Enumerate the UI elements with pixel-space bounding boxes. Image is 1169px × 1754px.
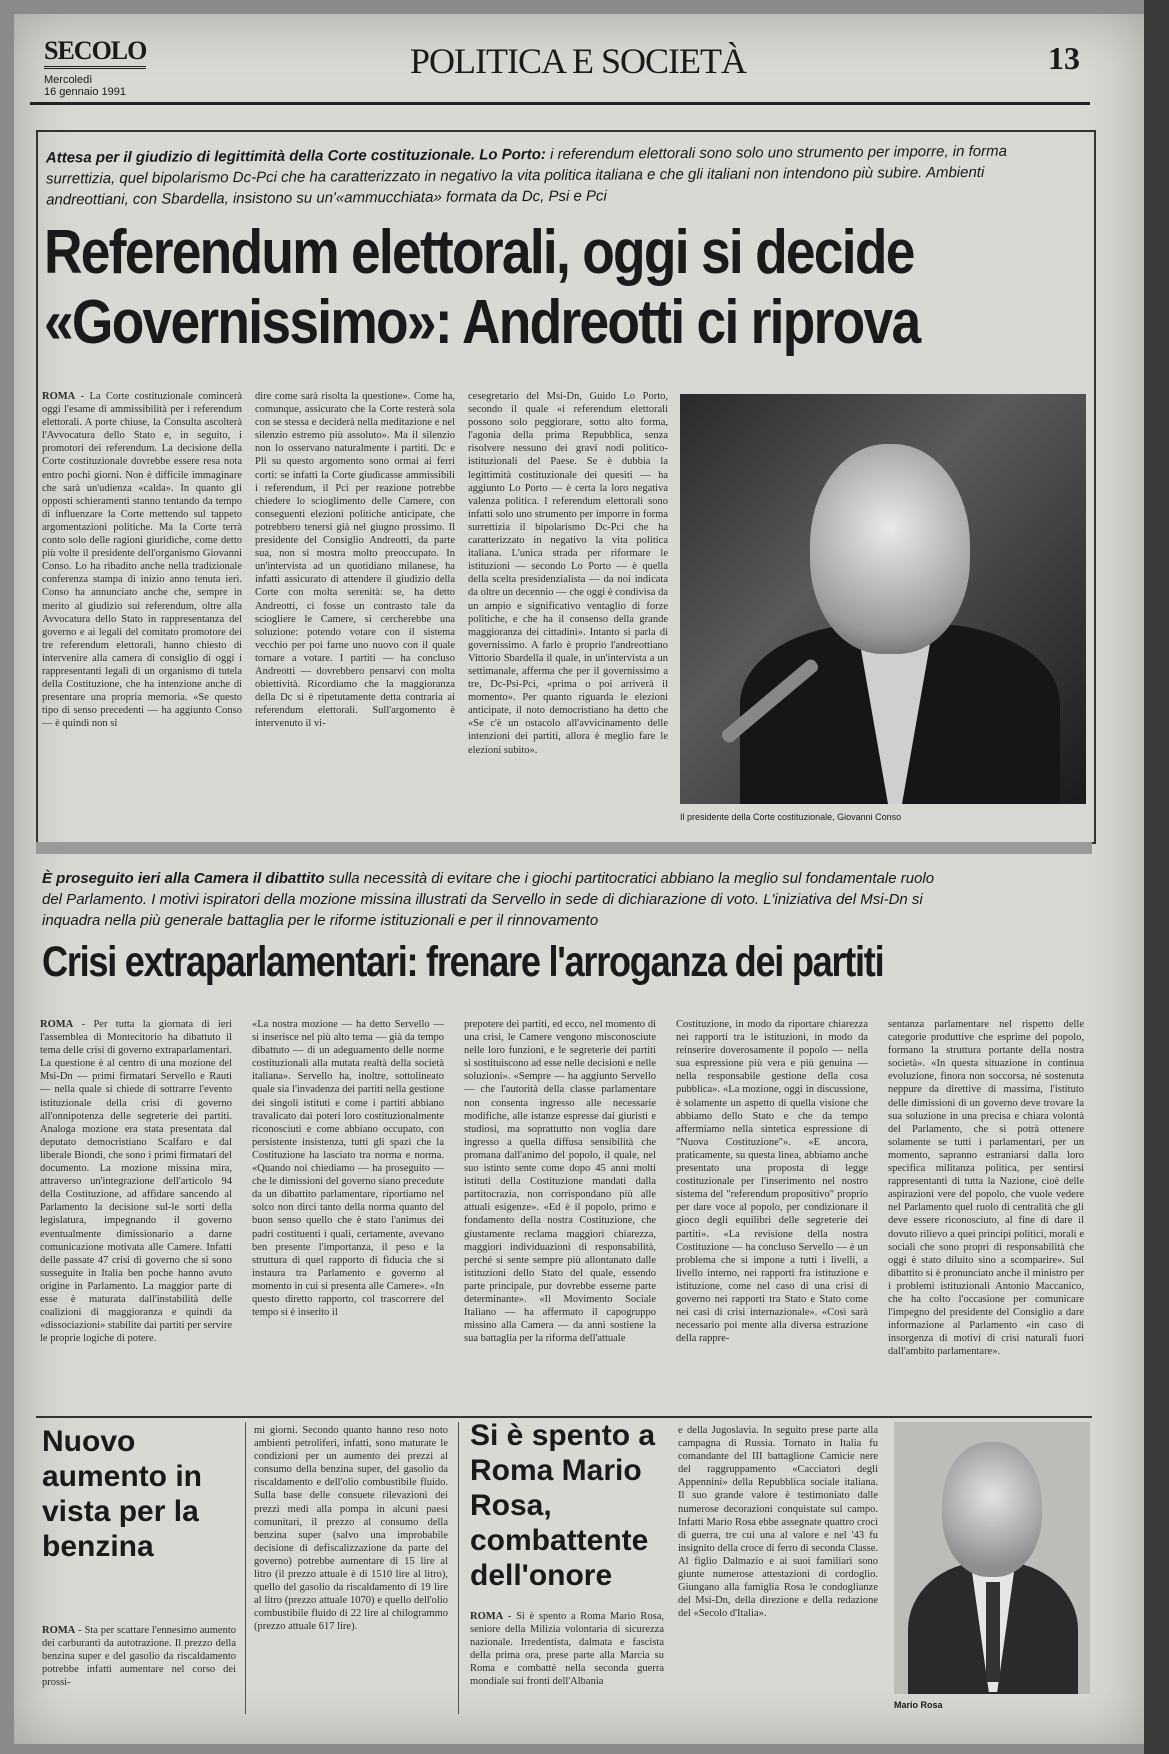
a4-dateline: ROMA	[470, 1611, 504, 1622]
kicker2-text: sulla necessità di evitare che i giochi partitocratici abbiano la meglio sul fondamentale ruolo del Parlamento. I motivi ispiratori della mozione missina illustrati da Servello in sede di dichiarazione di voto. L'iniziativa del Msi-Dn si inquadra nella più generale battaglia per le riforme istituzionali e per il rinnovamento	[42, 870, 935, 929]
article2-kicker	[42, 868, 942, 931]
a3-column-1	[42, 1624, 236, 1714]
article-kicker	[46, 141, 1046, 211]
article-headline	[44, 218, 938, 358]
issue-day: Mercoledì	[44, 74, 93, 86]
photo2-tie	[986, 1582, 1000, 1682]
masthead	[30, 22, 1090, 105]
section-divider-bar	[36, 842, 1092, 854]
dateline: ROMA	[42, 391, 76, 402]
photo-face	[810, 444, 970, 654]
column-rule	[458, 1422, 459, 1714]
a2-column-1	[40, 1018, 232, 1406]
a2-column-3: prepotere dei partiti, ed ecco, nel momento di una crisi, le Camere vengono misconosciute nelle loro funzioni, e le segreterie dei partiti si sostituiscono ad esse nelle decisioni e nelle soluzioni». «Sempre — ha aggiunto Servello — che l'autorità della classe parlamentare non consenta ingresso alle necessarie modifiche, alle istanze espresse dai giuristi e studiosi, ma soprattutto non voglia dare ingresso a quella diffusa sensibilità che promana dall'animo del popolo, il quale, nel suo istinto sente come dopo 45 anni molti istituti della Costituzione mandati dalla partitocrazia, non corrispondano più alle attuali esigenze». «Ed è il popolo, primo e fondamento della nostra Costituzione, che giustamente reclama maggiori chiarezza, maggiori individuazioni di responsabilità, perché si sente sempre più allontanato dalle istituzioni dello Stato del quale, essendo parte principale, pur dovrebbe esserne parte determinante». «Il Movimento Sociale Italiano — ha affermato il capogruppo missino alla Camera — da anni sostiene la sua battaglia per la riforma dell'attuale	[464, 1019, 656, 1345]
photo-caption: Il presidente della Corte costituzionale, Giovanni Conso	[680, 812, 902, 822]
body-column-2: dire come sarà risolta la questione». Come ha, comunque, assicurato che la Corte resterà sola con se stessa e deciderà nella meditazione e nel silenzio estremo più assoluto». Ma il silenzio non lo osservano naturalmente i partiti. Dc e Pli su questo argomento sono ormai ai ferri corti: se infatti la Corte giudicasse ammissibili i referendum, il Pci per reazione potrebbe chiedere lo scioglimento delle Camere, con conseguenti elezioni politiche anticipate, che potrebbero tenersi già nel giugno prossimo. Il presidente del Consiglio Andreotti, da parte sua, non si mostra molto preoccupato. In un'intervista ad un quotidiano milanese, ha infatti assicurato di attendere il giudizio della Corte con molta serenità: se, ha detto Andreotti, ci fosse un contrasto tale da sciogliere le Camere, si cercherebbe una soluzione: potendo votare con il sistema vecchio per poi farne uno nuovo con il quale tornare a votare. I partiti — ha concluso Andreotti — dovrebbero pensarvi con molta obiettività. Ricordiamo che la maggioranza della Dc si è ripetutamente detta contraria ai referendum elettorali. Sull'argomento è intervenuto il vi-	[255, 391, 455, 730]
a3-body-1: - Sta per scattare l'ennesimo aumento dei carburanti da autotrazione. Il prezzo della benzina super e del gasolio da riscaldamento potrebbe infatti aumentare nel corso dei prossi-	[42, 1625, 236, 1689]
kicker2-bold: È proseguito ieri alla Camera il dibattito	[42, 870, 325, 887]
article-referendum	[36, 130, 1096, 844]
column-rule	[245, 1422, 246, 1714]
photo2-face	[942, 1442, 1042, 1577]
page-number: 13	[1048, 40, 1080, 76]
photo2-caption: Mario Rosa	[894, 1700, 943, 1710]
a4-column-1	[470, 1610, 664, 1714]
issue-full-date: 16 gennaio 1991	[44, 86, 126, 98]
photo-mario-rosa	[894, 1422, 1090, 1694]
body-column-1	[42, 390, 242, 814]
section-title: POLITICA E SOCIETÀ	[410, 41, 746, 81]
headline-line-1: Referendum elettorali, oggi si decide	[44, 218, 914, 287]
a2-column-5: sentanza parlamentare nel rispetto delle categorie produttive che esprime del popolo, formano la struttura portante della nostra società». «In questa situazione in continua evoluzione, finora non soccorsa, né sostenuta neppure da direttive di massima, l'istituto delle dimissioni di un governo deve trovare la sua soluzione in una precisa e chiara volontà del Parlamento, che si potrà ottenere solamente se tutti i parlamentari, per un momento, sapranno estraniarsi dalla loro specifica militanza politica, per sentirsi rappresentanti di tutta la Nazione, cioè delle aspirazioni vere del popolo, che vuole vedere nel Parlamento quel ruolo di centralità che gli deve essere riconosciuto, al fine di dare il dovuto rilievo a quei principi politici, morali e sociali che sono propri di responsabilità che oggi è stato diluito sino a scomparire». Sul dibattito si è pronunciato anche il ministro per i problemi istituzionali Antonio Maccanico, che ha colto l'occasione per comunicare l'impegno del presidente del Consiglio a dare informazione al Parlamento «in caso di insorgenza di motivi di crisi naturali fuori dall'ambito parlamentare».	[888, 1019, 1084, 1358]
article3-headline: Nuovo aumento in vista per la benzina	[42, 1425, 203, 1563]
a2-column-4: Costituzione, in modo da riportare chiarezza nei rapporti tra le istituzioni, in modo da reinserire doverosamente il popolo — nella sua espressione più vera e più genuina — nella responsabile gestione della cosa pubblica». «La mozione, oggi in discussione, è solamente un aspetto di quella visione che abbiamo dello Stato e che da tempo affermiamo nella sintetica espressione di "Nuova Costituzione"». «E ancora, praticamente, su questa linea, abbiamo anche presentato una proposta di legge costituzionale per l'inserimento nel nostro sistema del "referendum propositivo" proprio per dare voce al popolo, per condizionare il gioco degli equilibri delle segreterie dei partiti». «La revisione della nostra Costituzione — ha concluso Servello — è un problema che si impone a tutti i livelli, a livello interno, nei rapporti fra istituzione e istituzione, come nel caso di una crisi di governo nei rapporti tra Stato e Stato come nei casi di crisi internazionale». «Così sarà necessario poi mente alla diversa estrazione della rappre-	[676, 1019, 868, 1345]
a2-body-1: - Per tutta la giornata di ieri l'assemblea di Montecitorio ha dibattuto il tema delle crisi di governo extraparlamentari. La questione è al centro di una mozione del Msi-Dn — primi firmatari Servello e Rauti — nella quale si chiede di sottrarre l'evento istituzionale della crisi di governo all'onnipotenza delle segreterie dei partiti. Analoga mozione era stata presentata dal deputato democristiano Scalfaro e dal liberale Biondi, che sono i primi firmatari del documento. La mozione missina mira, attraverso un'integrazione dell'articolo 94 della Costituzione, ad affidare sancendo al Parlamento la decisione sul-le sorti della legislatura, impegnando il governo eventualmente dimissionario a darne comunicazione motivata alle Camere. Infatti delle passate 47 crisi di governo che si sono susseguite in Italia ben poche hanno avuto origine in Parlamento. La maggior parte di esse è maturata dall'instabilità delle coalizioni di maggioranza e quindi da «dissociazioni» stabilite dai partiti per servire le proprie logiche di potere.	[40, 1019, 232, 1345]
article2-headline: Crisi extraparlamentari: frenare l'arroganza dei partiti	[42, 938, 884, 986]
body-column-3: cesegretario del Msi-Dn, Guido Lo Porto, secondo il quale «i referendum elettorali possono solo peggiorare, sotto alto forma, l'agonia della prima Repubblica, senza risolvere nessuno dei gravi nodi politico-istituzionali del Paese. Se è dubbia la legittimità costituzionale dei quesiti — ha aggiunto Lo Porto — è certa la loro negativa valenza politica. I referendum elettorali sono infatti solo uno strumento per imporre in forma surrettizia il bipolarismo Dc-Pci che ha caratterizzato in negativo la vita politica italiana. L'unica strada per riformare le istituzioni — secondo Lo Porto — è quella della scelta presidenzialista — da noi indicata da oltre un decennio — che oggi è condivisa da un ampio e significativo ventaglio di forze politiche, e che ha il consenso della grande maggioranza dei cittadini». Intanto si parla di governissimo. A farlo è proprio l'andreottiano Vittorio Sbardella il quale, in un'intervista a un settimanale, afferma che per il governissimo a tre, Dc-Psi-Pci, «prima o poi arriverà il momento». Per quanto riguarda le elezioni anticipate, il noto democristiano ha detto che «Se c'è un ostacolo all'avvicinamento delle intenzioni dei partiti, allora è meglio fare le elezioni subito».	[468, 391, 668, 756]
newspaper-logo: SECOLO	[44, 36, 146, 69]
headline-line-2: «Governissimo»: Andreotti ci riprova	[44, 288, 920, 357]
a2-dateline: ROMA	[40, 1019, 74, 1030]
kicker-text: i referendum elettorali sono solo uno strumento per imporre, in forma surrettizia, quel bipolarismo Dc-Pci che ha caratterizzato in negativo la vita politica italiana e che gli italiani non intendono più subire. Ambienti andreottiani, con Sbardella, insistono su un'«ammucchiata» formata da Dc, Psi e Pci	[45, 142, 1008, 209]
article4-headline: Si è spento a Roma Mario Rosa, combattente dell'onore	[470, 1419, 656, 1592]
page-edge-shadow	[1144, 0, 1169, 1754]
a4-body-1: - Si è spento a Roma Mario Rosa, seniore della Milizia volontaria di sicurezza nazionale. Irredentista, dalmata e fascista della prima ora, prese parte alla Marcia su Roma e combatté nella seconda guerra mondiale sui fronti dell'Albania	[470, 1611, 664, 1688]
a3-dateline: ROMA	[42, 1625, 76, 1636]
a4-column-2: e della Jugoslavia. In seguito prese parte alla campagna di Russia. Tornato in Italia fu comandante del III battaglione Camicie nere del raggruppamento «Cacciatori degli Appennini» della Repubblica sociale italiana. Il suo grande valore è testimoniato dalle numerose decorazioni conquistate sul campo. Infatti Mario Rosa ebbe assegnate quattro croci di guerra, tre cui una al valore e nel '43 fu insignito della croce di ferro di seconda Classe. Al figlio Dalmazio e ai suoi familiari sono giunte numerose attestazioni di cordoglio. Giungano alla famiglia Rosa le condoglianze del Msi-Dn, della direzione e della redazione del «Secolo d'Italia».	[678, 1425, 878, 1620]
photo-giovanni-conso	[680, 394, 1086, 804]
a3-column-2: mi giorni. Secondo quanto hanno reso noto ambienti petroliferi, infatti, sono maturate le condizioni per un aumento dei prezzi al consumo della benzina super, del gasolio da riscaldamento e dell'olio combustibile fluido. Sulla base delle consuete rilevazioni dei prezzi medi alla pompa in alcuni paesi comunitari, il prezzo al consumo della benzina super (salvo una improbabile decisione di defiscalizzazione da parte del governo) potrebbe aumentare di 15 lire al litro (il prezzo attuale è di 1510 lire al litro), quello del gasolio da riscaldamento di 19 lire al litro (prezzo attuale 1070) e quello dell'olio combustibile fluido di 22 lire al chilogrammo (prezzo attuale 617 lire).	[254, 1425, 448, 1633]
body-text: - La Corte costituzionale comincerà oggi l'esame di ammissibilità per i referendum elettorali. A porte chiuse, la Consulta ascolterà l'Avvocatura dello Stato e, in seguito, i promotori dei referendum. La decisione della Corte costituzionale dovrebbe essere resa nota entro pochi giorni. Non è difficile immaginare che sarà un'udienza «calda». In quanto gli opposti schieramenti stanno tentando da tempo di influenzare la Corte mettendo sul tappeto argomentazioni politiche. Ma la Corte terrà conto solo delle ragioni giuridiche, come detto più volte il presidente dell'organismo Giovanni Conso. Lo ha ribadito anche nella tradizionale conferenza stampa di inizio anno tenuta ieri. Conso ha annunciato anche che, sempre in merito al giudizio sui referendum, oltre alla Avvocatura dello Stato in rappresentanza del governo e ai legali del comitato promotore dei tre referendum elettorali, hanno chiesto di intervenire alla camera di consiglio di oggi i rappresentanti legali di un organismo di tutela della Costituzione, che ha intenzione anche di presentare una propria memoria. «Se questo tipo di senso precedenti — ha aggiunto Conso — è quindi non si	[42, 391, 242, 730]
a2-column-2: «La nostra mozione — ha detto Servello — si inserisce nel più alto tema — già da tempo dibattuto — di un adeguamento delle norme costituzionali alla mutata realtà della società italiana». Servello ha, inoltre, sottolineato quale sia l'invadenza dei partiti nella gestione dei singoli istituti e come i partiti abbiano travalicato dai poteri loro costituzionalmente riconosciuti e come abbiano occupato, con persistente insistenza, tutti gli spazi che la Costituzione ha lasciato tra norma e norma. «Quando noi chiediamo — ha proseguito — che le dimissioni del governo siano precedute da un dibattito parlamentare, riportiamo nel solco non dirci tanto della norma quanto del buon senso quello che è stato l'animus dei padri costituenti i quali, certamente, avevano ben presente l'importanza, il peso e la struttura di quel rapporto di fiducia che si instaura tra Parlamento e governo al momento in cui si presenta alle Camere». «In questo diretto rapporto, col trascorrere del tempo si è inserito il	[252, 1019, 444, 1319]
kicker-bold: Attesa per il giudizio di legittimità della Corte costituzionale. Lo Porto:	[45, 146, 546, 167]
issue-date	[44, 74, 126, 98]
